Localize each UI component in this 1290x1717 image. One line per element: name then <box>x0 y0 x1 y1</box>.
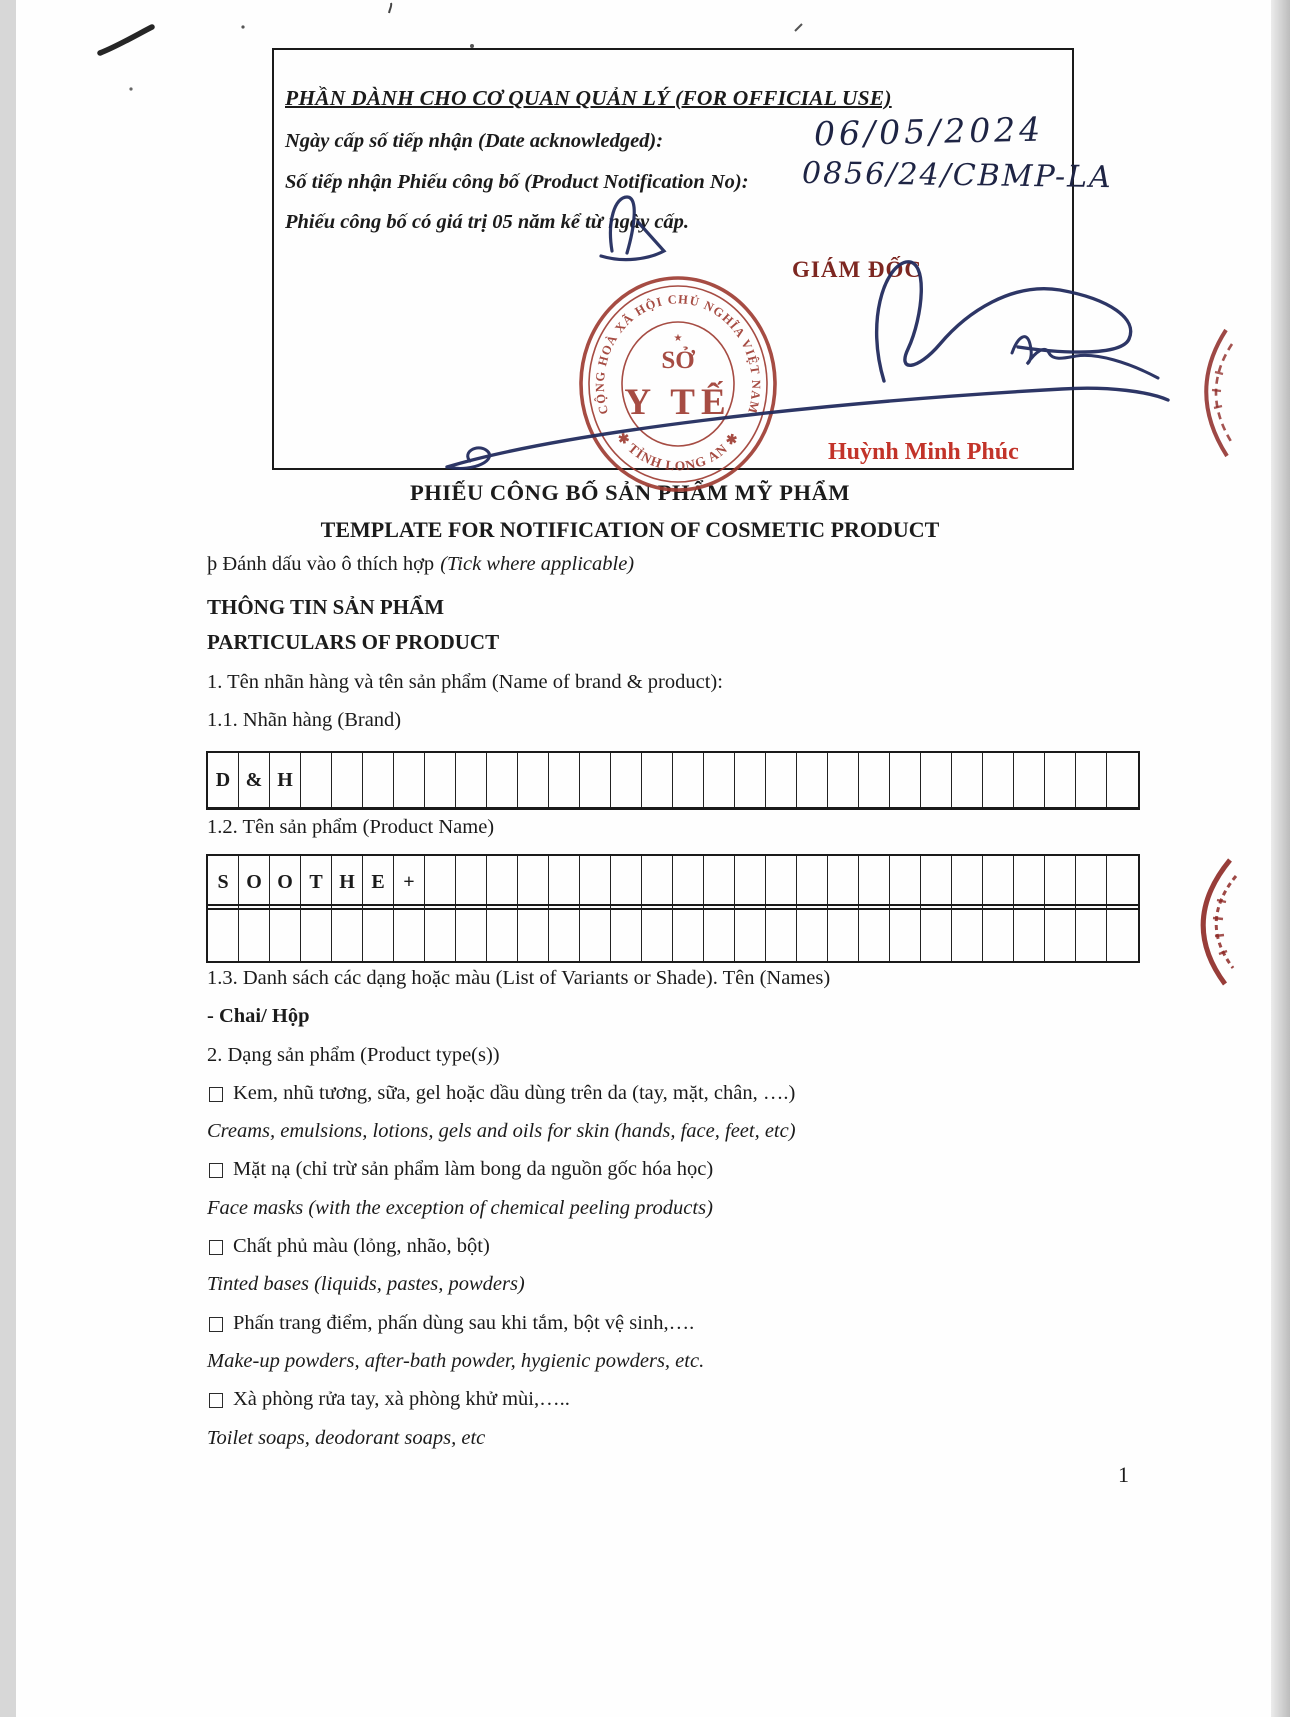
product-type-option-4: Phấn trang điểm, phấn dùng sau khi tắm, bột vệ sinh,…. <box>207 1312 1087 1350</box>
grid-cell <box>735 906 766 961</box>
stamp-center-yte: Y TẾ <box>624 382 732 423</box>
grid-cell <box>952 906 983 961</box>
grid-cell <box>456 856 487 908</box>
grid-cell <box>952 856 983 908</box>
grid-cell <box>673 753 704 807</box>
grid-cell: T <box>301 856 332 908</box>
grid-cell <box>673 856 704 908</box>
product-type-option-5: Xà phòng rửa tay, xà phòng khử mùi,….. <box>207 1388 1087 1426</box>
product-type-option-5-en: Toilet soaps, deodorant soaps, etc <box>207 1426 486 1449</box>
grid-cell <box>921 856 952 908</box>
grid-cell <box>1107 753 1138 807</box>
scan-edge-left <box>0 0 16 1717</box>
grid-cell <box>704 856 735 908</box>
grid-cell <box>859 856 890 908</box>
grid-cell <box>487 856 518 908</box>
checkbox-icon <box>209 1163 223 1178</box>
grid-cell <box>859 753 890 807</box>
grid-cell <box>859 906 890 961</box>
grid-cell <box>828 906 859 961</box>
variants-value: - Chai/ Hộp <box>207 1005 310 1028</box>
grid-cell <box>425 906 456 961</box>
checkbox-icon <box>209 1240 223 1255</box>
grid-cell <box>580 856 611 908</box>
product-name-label: 1.2. Tên sản phẩm (Product Name) <box>207 816 495 838</box>
grid-cell <box>642 753 673 807</box>
q1-label: 1. Tên nhãn hàng và tên sản phẩm (Name of brand & product): <box>207 671 723 693</box>
grid-cell <box>425 753 456 807</box>
grid-cell: S <box>208 856 239 908</box>
grid-cell <box>363 753 394 807</box>
director-name: Huỳnh Minh Phúc <box>828 439 1019 465</box>
grid-cell <box>394 906 425 961</box>
checkbox-icon <box>209 1393 223 1408</box>
grid-cell: & <box>239 753 270 807</box>
grid-cell <box>549 753 580 807</box>
product-type-option-3-en: Tinted bases (liquids, pastes, powders) <box>207 1273 525 1296</box>
form-body <box>207 967 1087 1465</box>
grid-cell <box>704 906 735 961</box>
grid-cell <box>518 906 549 961</box>
grid-cell <box>797 856 828 908</box>
grid-cell <box>828 753 859 807</box>
grid-cell <box>239 906 270 961</box>
document-title-vi: PHIẾU CÔNG BỐ SẢN PHẨM MỸ PHẨM <box>410 480 850 505</box>
grid-cell <box>332 906 363 961</box>
grid-cell <box>1107 856 1138 908</box>
stamp-ring-text-top: CỘNG HOÀ XÃ HỘI CHỦ NGHĨA VIỆT NAM <box>592 292 764 416</box>
grid-cell: H <box>270 753 301 807</box>
grid-cell <box>828 856 859 908</box>
grid-cell <box>301 753 332 807</box>
grid-cell <box>1076 906 1107 961</box>
grid-cell: H <box>332 856 363 908</box>
grid-cell <box>735 753 766 807</box>
grid-cell <box>890 753 921 807</box>
grid-cell <box>425 856 456 908</box>
edge-stamp-top <box>1206 330 1232 456</box>
product-letter-grid-row2 <box>206 904 1140 963</box>
grid-cell <box>673 906 704 961</box>
product-type-option-1-en: Creams, emulsions, lotions, gels and oils for skin (hands, face, feet, etc) <box>207 1120 796 1143</box>
grid-cell <box>921 906 952 961</box>
grid-cell: O <box>270 856 301 908</box>
official-use-box <box>272 48 1113 470</box>
product-type-option-3: Chất phủ màu (lỏng, nhão, bột) <box>207 1235 1087 1273</box>
page-number: 1 <box>1118 1462 1129 1487</box>
grid-cell <box>549 856 580 908</box>
brand-label: 1.1. Nhãn hàng (Brand) <box>207 709 402 731</box>
grid-cell <box>456 753 487 807</box>
grid-cell <box>1014 753 1045 807</box>
grid-cell <box>580 753 611 807</box>
document-title-en: TEMPLATE FOR NOTIFICATION OF COSMETIC PRODUCT <box>320 517 940 542</box>
grid-cell <box>1014 856 1045 908</box>
stamp-star-icon: ★ <box>673 333 683 344</box>
date-acknowledged-label: Ngày cấp số tiếp nhận (Date acknowledged): <box>285 130 664 152</box>
checkbox-icon <box>209 1087 223 1102</box>
q2-label: 2. Dạng sản phẩm (Product type(s)) <box>207 1043 500 1066</box>
grid-cell <box>549 906 580 961</box>
director-title: GIÁM ĐỐC <box>792 257 923 282</box>
grid-cell <box>1014 906 1045 961</box>
grid-cell <box>983 906 1014 961</box>
handwritten-date-value: 06/05/2024 <box>813 109 1045 154</box>
grid-cell <box>890 906 921 961</box>
checkbox-icon <box>209 1317 223 1332</box>
grid-cell <box>766 856 797 908</box>
product-type-option-1: Kem, nhũ tương, sữa, gel hoặc dầu dùng trên da (tay, mặt, chân, ….) <box>207 1082 1087 1120</box>
edge-stamp-bottom <box>1203 860 1236 984</box>
grid-cell <box>611 906 642 961</box>
grid-cell <box>797 753 828 807</box>
tick-instruction <box>207 553 634 576</box>
handwritten-notification-value: 0856/24/CBMP-LA <box>801 155 1113 196</box>
grid-cell <box>1107 906 1138 961</box>
grid-cell <box>797 906 828 961</box>
grid-cell <box>766 906 797 961</box>
grid-cell <box>642 906 673 961</box>
product-letter-grid-row1 <box>206 854 1140 910</box>
validity-note: Phiếu công bố có giá trị 05 năm kể từ ngày cấp. <box>285 211 690 233</box>
product-type-option-2-en: Face masks (with the exception of chemical peeling products) <box>207 1196 713 1219</box>
grid-cell <box>890 856 921 908</box>
variants-label: 1.3. Danh sách các dạng hoặc màu (List of Variants or Shade). Tên (Names) <box>207 967 831 989</box>
grid-cell <box>952 753 983 807</box>
grid-cell <box>921 753 952 807</box>
grid-cell <box>518 856 549 908</box>
grid-cell <box>704 753 735 807</box>
stamp-center-so: SỞ <box>661 347 695 374</box>
grid-cell <box>456 906 487 961</box>
scan-edge-right <box>1271 0 1290 1717</box>
grid-cell <box>642 856 673 908</box>
grid-cell <box>1045 856 1076 908</box>
notification-no-label: Số tiếp nhận Phiếu công bố (Product Notification No): <box>285 171 749 193</box>
grid-cell <box>270 906 301 961</box>
grid-cell <box>580 906 611 961</box>
grid-cell <box>332 753 363 807</box>
product-type-option-4-en: Make-up powders, after-bath powder, hygienic powders, etc. <box>207 1349 705 1372</box>
grid-cell <box>301 906 332 961</box>
grid-cell <box>611 753 642 807</box>
grid-cell <box>518 753 549 807</box>
grid-cell <box>487 753 518 807</box>
grid-cell: + <box>394 856 425 908</box>
grid-cell <box>1076 753 1107 807</box>
product-type-option-2: Mặt nạ (chỉ trừ sản phẩm làm bong da nguồn gốc hóa học) <box>207 1158 1087 1196</box>
grid-cell <box>766 753 797 807</box>
official-use-title: PHẦN DÀNH CHO CƠ QUAN QUẢN LÝ (FOR OFFICIAL USE) <box>285 86 892 110</box>
tick-instruction-en: (Tick where applicable) <box>440 553 635 575</box>
grid-cell <box>487 906 518 961</box>
grid-cell <box>208 906 239 961</box>
section-heading-en: PARTICULARS OF PRODUCT <box>207 630 500 654</box>
grid-cell <box>1045 906 1076 961</box>
grid-cell: E <box>363 856 394 908</box>
grid-cell <box>983 753 1014 807</box>
section-heading-vi: THÔNG TIN SẢN PHẨM <box>207 595 445 619</box>
stamp-ring-text-bottom: ✱ TỈNH LONG AN ✱ <box>614 429 742 474</box>
tick-instruction-vi: þ Đánh dấu vào ô thích hợp <box>207 553 435 575</box>
grid-cell <box>394 753 425 807</box>
grid-cell <box>611 856 642 908</box>
grid-cell <box>1076 856 1107 908</box>
grid-cell: D <box>208 753 239 807</box>
grid-cell <box>363 906 394 961</box>
brand-letter-grid <box>206 751 1140 810</box>
grid-cell <box>735 856 766 908</box>
grid-cell: O <box>239 856 270 908</box>
grid-cell <box>1045 753 1076 807</box>
grid-cell <box>983 856 1014 908</box>
